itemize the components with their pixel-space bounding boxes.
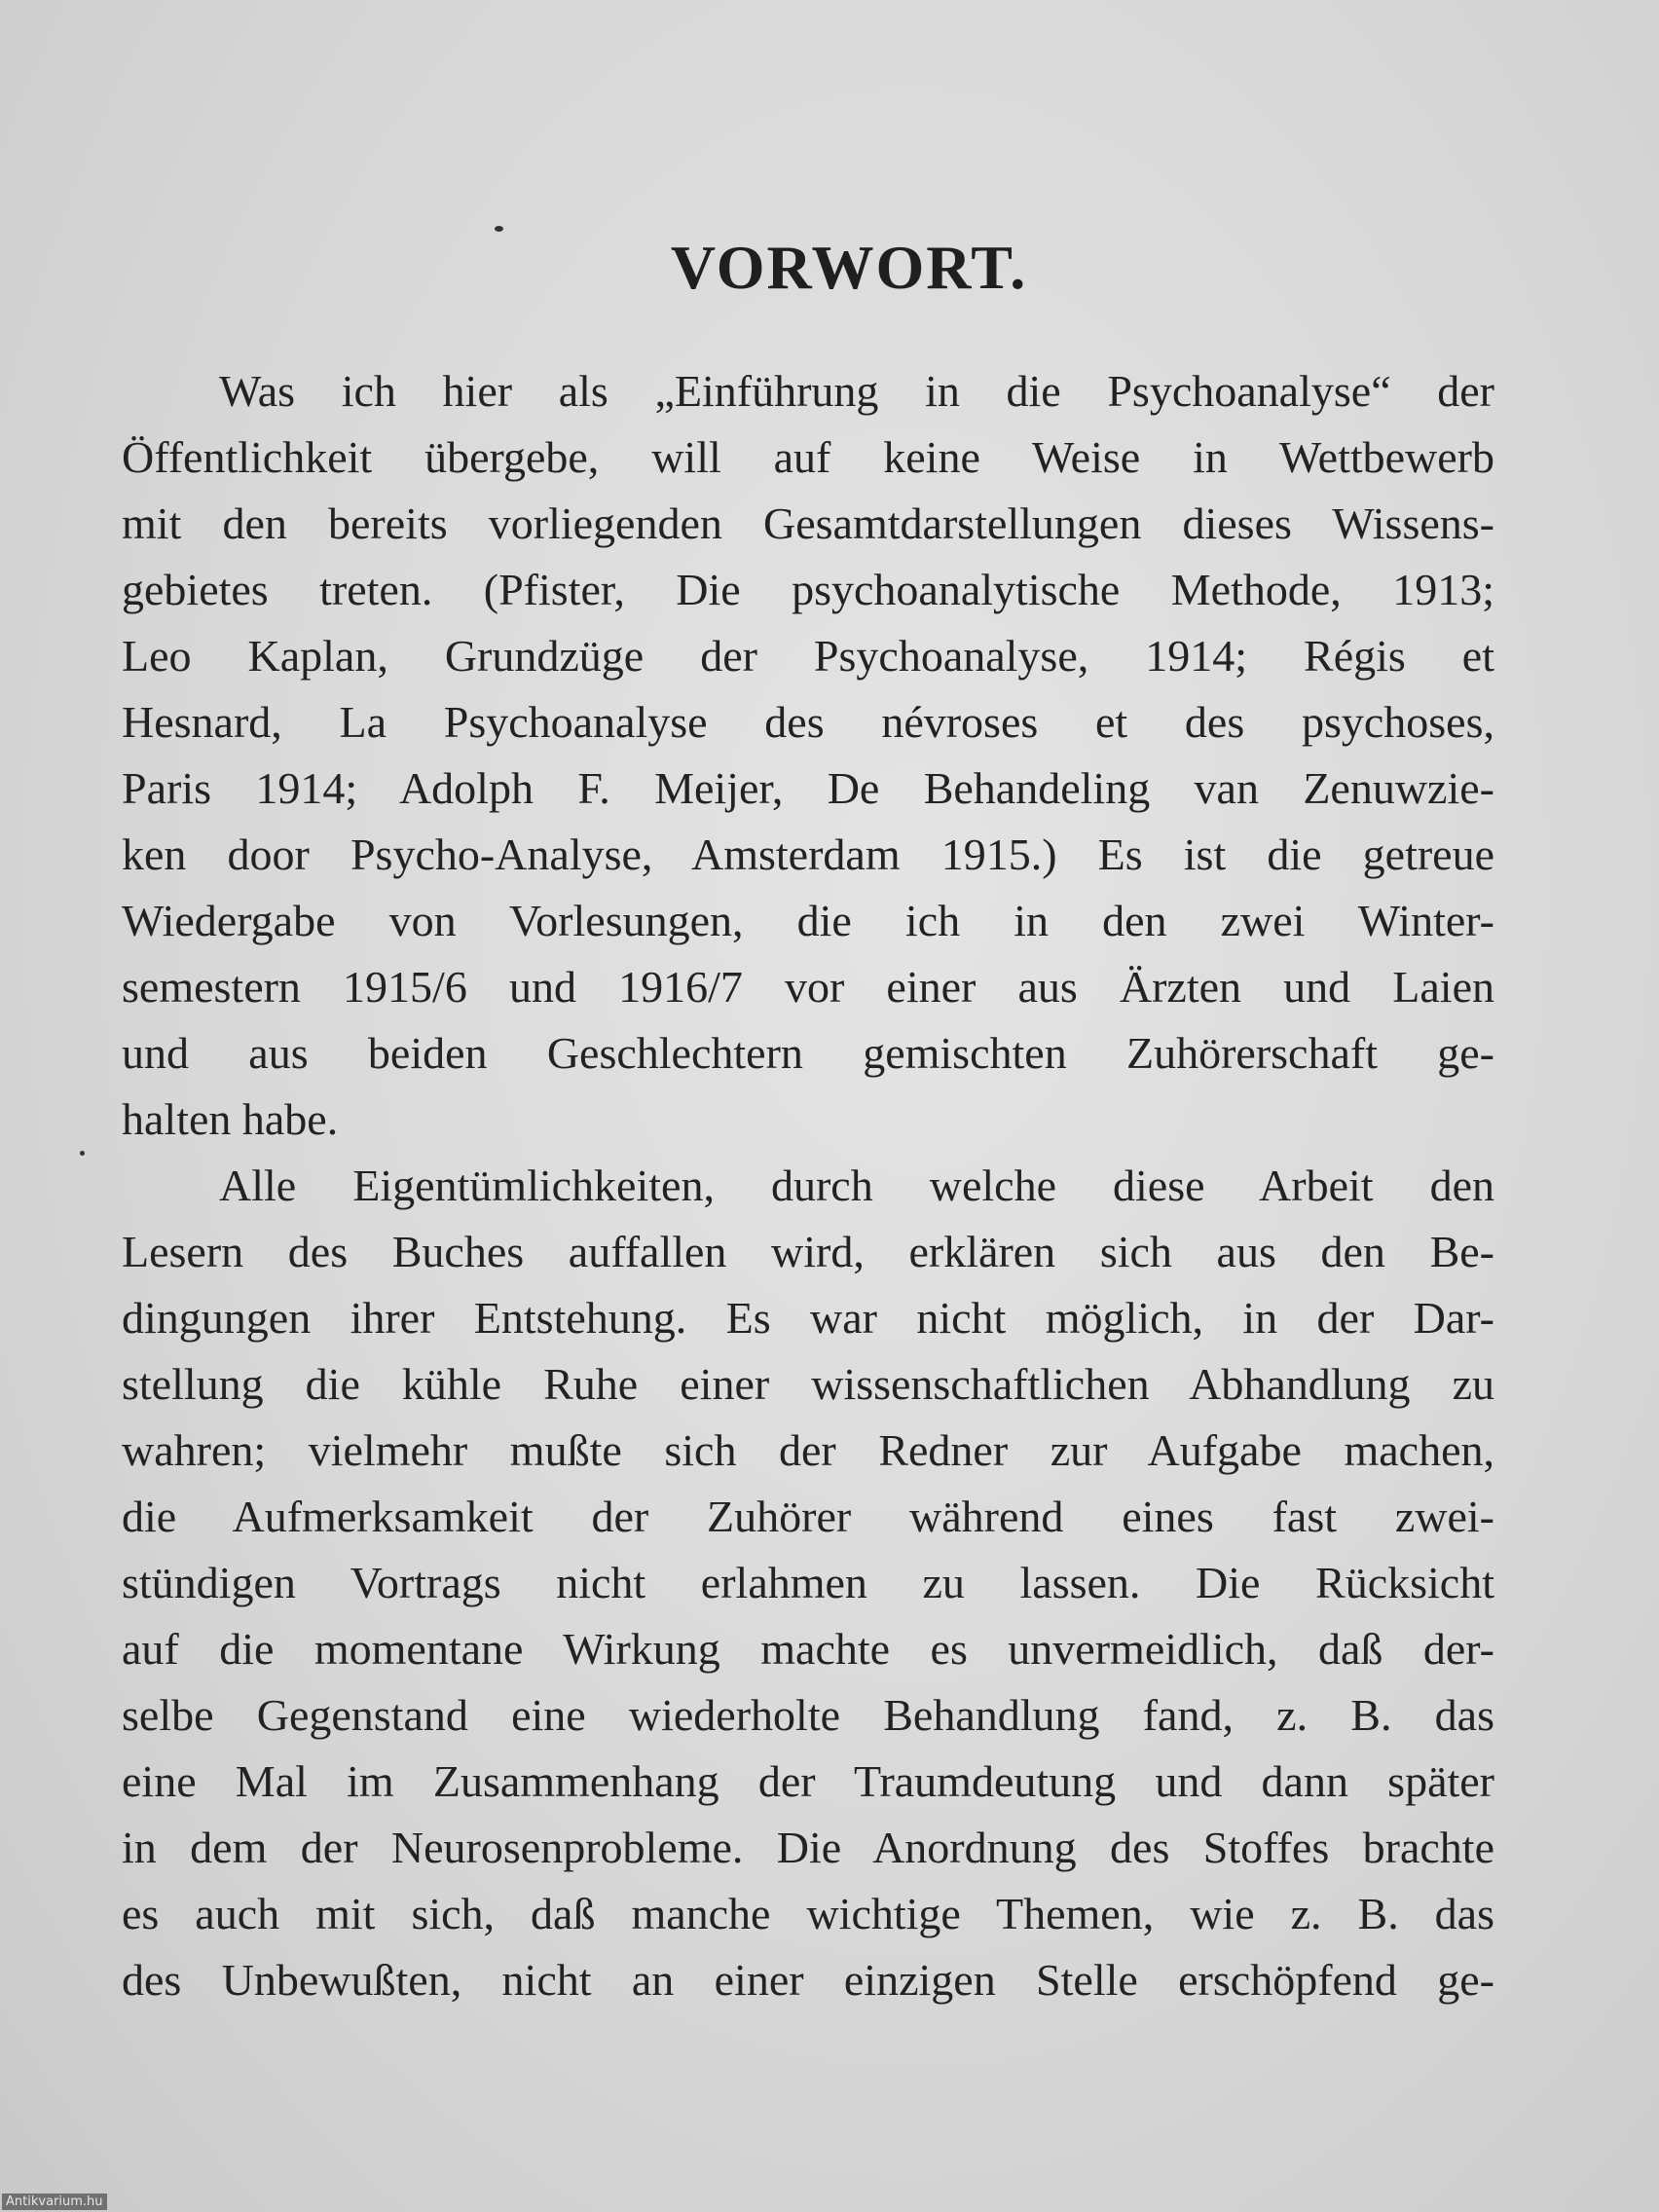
text-line: auf die momentane Wirkung machte es unvermeidlich, daß der- xyxy=(122,1624,1494,1674)
text-line: wahren; vielmehr mußte sich der Redner zur Aufgabe machen, xyxy=(122,1425,1494,1475)
text-line: die Aufmerksamkeit der Zuhörer während eines fast zwei- xyxy=(122,1492,1494,1541)
text-line: Lesern des Buches auffallen wird, erklären sich aus den Be- xyxy=(122,1227,1494,1276)
text-line: Öffentlichkeit übergebe, will auf keine Weise in Wettbewerb xyxy=(122,432,1494,482)
paragraph-2 xyxy=(122,1153,1494,2013)
text-line: eine Mal im Zusammenhang der Traumdeutung und dann später xyxy=(122,1756,1494,1806)
text-line: des Unbewußten, nicht an einer einzigen Stelle erschöpfend ge- xyxy=(122,1955,1494,2005)
text-line: halten habe. xyxy=(122,1094,339,1144)
text-line: und aus beiden Geschlechtern gemischten Zuhörerschaft ge- xyxy=(122,1028,1494,1078)
body-text xyxy=(122,358,1494,2013)
page-title: VORWORT. xyxy=(670,233,1028,302)
print-speck xyxy=(495,226,503,232)
text-line: Was ich hier als „Einführung in die Psychoanalyse“ der xyxy=(219,366,1494,416)
text-line: gebietes treten. (Pfister, Die psychoanalytische Methode, 1913; xyxy=(122,565,1494,614)
text-line: es auch mit sich, daß manche wichtige Themen, wie z. B. das xyxy=(122,1889,1494,1938)
text-line: Alle Eigentümlichkeiten, durch welche diese Arbeit den xyxy=(219,1161,1494,1210)
text-line: Hesnard, La Psychoanalyse des névroses et des psychoses, xyxy=(122,697,1494,747)
text-line: selbe Gegenstand eine wiederholte Behandlung fand, z. B. das xyxy=(122,1690,1494,1740)
text-line: Leo Kaplan, Grundzüge der Psychoanalyse, 1914; Régis et xyxy=(122,631,1494,681)
text-line: semestern 1915/6 und 1916/7 vor einer aus Ärzten und Laien xyxy=(122,962,1494,1012)
text-line: Paris 1914; Adolph F. Meijer, De Behandeling van Zenuwzie- xyxy=(122,763,1494,813)
text-line: dingungen ihrer Entstehung. Es war nicht möglich, in der Dar- xyxy=(122,1293,1494,1343)
paragraph-1 xyxy=(122,358,1494,1153)
text-line: Wiedergabe von Vorlesungen, die ich in den zwei Winter- xyxy=(122,896,1494,945)
print-speck xyxy=(80,1151,85,1156)
text-line: in dem der Neurosenprobleme. Die Anordnung des Stoffes brachte xyxy=(122,1823,1494,1872)
text-line: mit den bereits vorliegenden Gesamtdarstellungen dieses Wissens- xyxy=(122,498,1494,548)
text-line: stündigen Vortrags nicht erlahmen zu lassen. Die Rücksicht xyxy=(122,1558,1494,1607)
text-line: stellung die kühle Ruhe einer wissenschaftlichen Abhandlung zu xyxy=(122,1359,1494,1409)
text-line: ken door Psycho-Analyse, Amsterdam 1915.) Es ist die getreue xyxy=(122,830,1494,879)
watermark: Antikvarium.hu xyxy=(2,2194,107,2210)
